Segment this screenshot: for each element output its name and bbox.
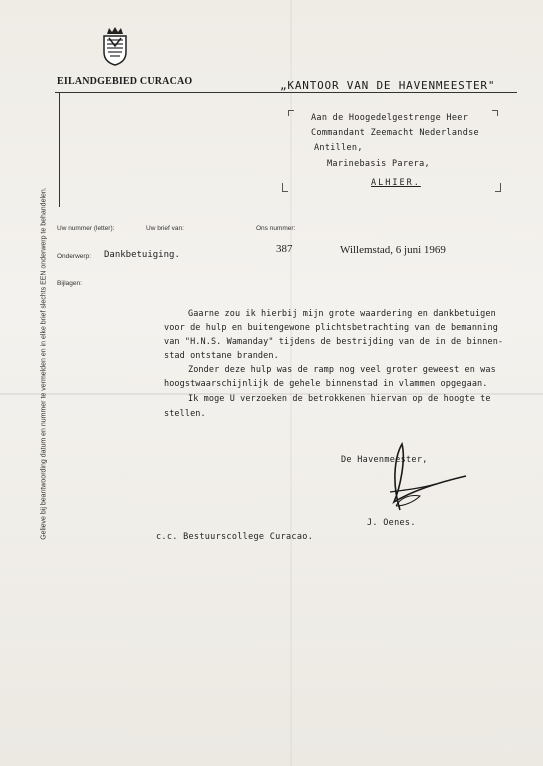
addressee-line: ALHIER. [371,178,421,188]
addressee-line: Aan de Hoogedelgestrenge Heer [311,113,469,123]
body-line: stellen. [164,409,206,419]
address-corner-mark [495,191,501,192]
our-number-value: 387 [276,243,293,255]
office-name: „KANTOOR VAN DE HAVENMEESTER" [280,79,496,92]
subject-label: Onderwerp: [57,253,91,260]
addressee-line: Antillen, [314,143,363,153]
handwritten-signature [370,440,470,520]
body-line: stad ontstane branden. [164,351,279,361]
your-number-label: Uw nummer (letter): [57,225,115,232]
issuer-name: EILANDGEBIED CURACAO [57,76,193,87]
address-corner-mark [282,191,288,192]
body-line: hoogstwaarschijnlijk de gehele binnenstad in vlammen opgegaan. [164,379,488,389]
subject-value: Dankbetuiging. [104,250,180,260]
letter-date: Willemstad, 6 juni 1969 [340,244,446,256]
attachments-label: Bijlagen: [57,280,82,287]
address-corner-mark [500,183,501,191]
body-line: Ik moge U verzoeken de betrokkenen hiervan op de hoogte te [188,394,491,404]
signatory-name: J. Oenes. [367,518,416,528]
body-line: van "H.N.S. Wamanday" tijdens de bestrijding van de in de binnen- [164,337,504,347]
body-line: Gaarne zou ik hierbij mijn grote waardering en dankbetuigen [188,309,496,319]
margin-instruction: Gelieve bij beantwoording datum en nummer te vermelden en in elke brief slechts EEN onderwerp te behandelen. [40,187,48,540]
addressee-line: Marinebasis Parera, [327,159,430,169]
address-corner-mark [282,183,283,191]
carbon-copy: c.c. Bestuurscollege Curacao. [156,532,314,542]
our-number-label: Ons nummer: [256,225,296,232]
closing-title: De Havenmeester, [341,455,428,465]
address-corner-mark [497,110,498,116]
body-line: Zonder deze hulp was de ramp nog veel groter geweest en was [188,365,496,375]
body-line: voor de hulp en buitengewone plichtsbetrachting van de bemanning [164,323,498,333]
address-corner-mark [288,110,289,116]
header-rule [55,92,517,93]
margin-rule [59,93,60,207]
addressee-line: Commandant Zeemacht Nederlandse [311,128,479,138]
coat-of-arms-icon [101,26,129,66]
your-letter-label: Uw brief van: [146,225,184,232]
